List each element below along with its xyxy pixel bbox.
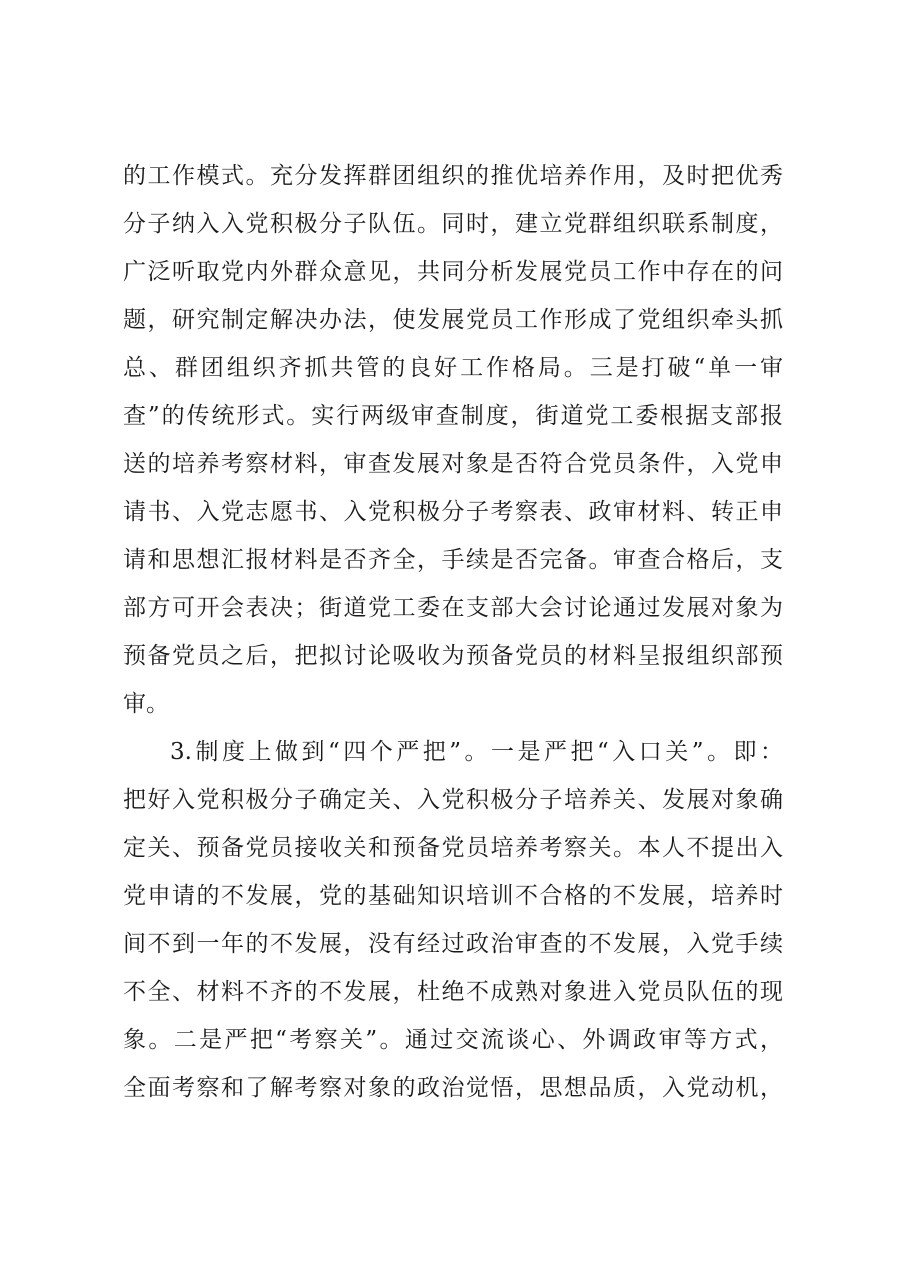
text-line: 全面考察和了解考察对象的政治觉悟，思想品质，入党动机， <box>123 1075 783 1101</box>
text-line: 预备党员之后，把拟讨论吸收为预备党员的材料呈报组织部预 <box>123 643 783 669</box>
section-heading-line: 3.制度上做到“四个严把”。一是严把“入口关”。即： <box>170 739 783 765</box>
text-line: 不全、材料不齐的不发展，杜绝不成熟对象进入党员队伍的现 <box>123 979 783 1005</box>
text-line: 请和思想汇报材料是否齐全，手续是否完备。审查合格后，支 <box>123 547 783 573</box>
text-line: 请书、入党志愿书、入党积极分子考察表、政审材料、转正申 <box>123 499 783 525</box>
text-line: 总、群团组织齐抓共管的良好工作格局。三是打破“单一审 <box>123 355 783 381</box>
text-line: 查”的传统形式。实行两级审查制度，街道党工委根据支部报 <box>123 403 783 429</box>
text-line: 题，研究制定解决办法，使发展党员工作形成了党组织牵头抓 <box>123 307 783 333</box>
text-line: 定关、预备党员接收关和预备党员培养考察关。本人不提出入 <box>123 835 783 861</box>
text-line: 广泛听取党内外群众意见，共同分析发展党员工作中存在的问 <box>123 259 783 285</box>
text-line: 间不到一年的不发展，没有经过政治审查的不发展，入党手续 <box>123 931 783 957</box>
text-line: 送的培养考察材料，审查发展对象是否符合党员条件，入党申 <box>123 451 783 477</box>
text-line: 审。 <box>123 691 169 717</box>
text-line: 分子纳入入党积极分子队伍。同时，建立党群组织联系制度， <box>123 211 783 237</box>
text-line: 象。二是严把“考察关”。通过交流谈心、外调政审等方式， <box>123 1027 783 1053</box>
text-line: 把好入党积极分子确定关、入党积极分子培养关、发展对象确 <box>123 787 783 813</box>
text-line: 党申请的不发展，党的基础知识培训不合格的不发展，培养时 <box>123 883 783 909</box>
text-line: 部方可开会表决；街道党工委在支部大会讨论通过发展对象为 <box>123 595 783 621</box>
text-line: 的工作模式。充分发挥群团组织的推优培养作用，及时把优秀 <box>123 163 783 189</box>
